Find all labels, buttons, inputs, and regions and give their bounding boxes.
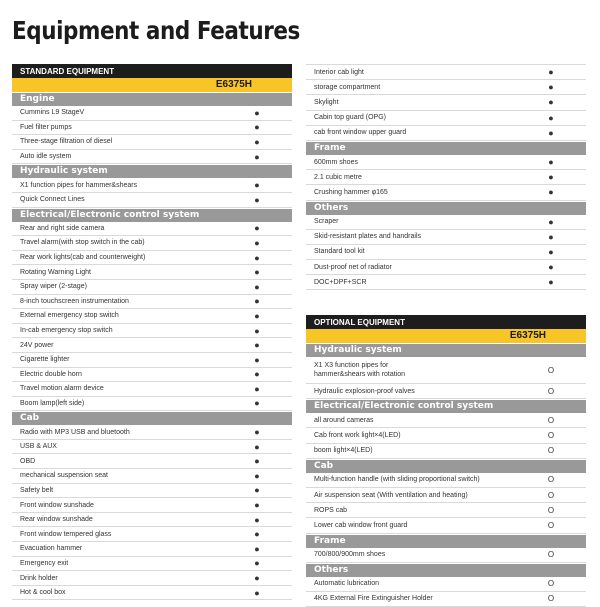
equipment-label: Boom lamp(left side) (20, 399, 85, 407)
equipment-row (306, 488, 586, 503)
equipment-row (12, 557, 292, 572)
equipment-row (12, 498, 292, 513)
equipment-label: Cab front work light×4(LED) (314, 431, 401, 439)
equipment-row (12, 309, 292, 324)
standard-mark: ● (254, 456, 260, 467)
equipment-label: 2.1 cubic metre (314, 173, 362, 181)
standard-mark: ● (548, 231, 554, 242)
equipment-row (306, 170, 586, 185)
equipment-label: Three-stage filtration of diesel (20, 138, 113, 146)
equipment-label: 8-inch touchscreen instrumentation (20, 297, 129, 305)
optional-mark: O (547, 386, 555, 396)
equipment-label: Air suspension seat (With ventilation and heating) (314, 491, 468, 499)
equipment-row (306, 64, 586, 80)
equipment-label: Hydraulic explosion-proof valves (314, 387, 415, 395)
standard-mark: ● (548, 172, 554, 183)
equipment-row (306, 230, 586, 245)
standard-mark: ● (254, 151, 260, 162)
equipment-label: Skid-resistant plates and handrails (314, 233, 422, 241)
standard-mark: ● (254, 281, 260, 292)
equipment-label: Travel motion alarm device (20, 385, 104, 393)
standard-mark: ● (254, 383, 260, 394)
equipment-label: Cabin top guard (OPG) (314, 114, 386, 122)
standard-mark: ● (254, 369, 260, 380)
standard-mark: ● (548, 67, 554, 78)
equipment-label: Drink holder (20, 574, 58, 582)
standard-mark: ● (254, 136, 260, 147)
equipment-label: Spray wiper (2-stage) (20, 283, 87, 291)
equipment-label-line: hammer&shears with rotation (314, 371, 406, 378)
optional-mark: O (547, 365, 555, 375)
equipment-label: mechanical suspension seat (20, 472, 108, 480)
standard-mark: ● (548, 97, 554, 108)
equipment-row (12, 295, 292, 310)
equipment-row (12, 193, 292, 208)
equipment-label: USB & AUX (20, 443, 57, 451)
equipment-label (306, 361, 516, 379)
optional-equipment-table (306, 315, 586, 607)
section-header-engine: Engine (12, 93, 292, 106)
equipment-label: Electric double horn (20, 370, 82, 378)
standard-mark: ● (254, 543, 260, 554)
equipment-label: Front window sunshade (20, 501, 94, 509)
optional-mark: O (547, 505, 555, 515)
section-header-frame: Frame (306, 142, 586, 155)
equipment-label: storage compartment (314, 83, 381, 91)
equipment-row (306, 384, 586, 399)
optional-model-header: E6375H (306, 329, 586, 343)
equipment-label: Fuel filter pumps (20, 123, 72, 131)
standard-mark: ● (254, 107, 260, 118)
equipment-row (12, 469, 292, 484)
equipment-label: Skylight (314, 98, 339, 106)
equipment-row (12, 236, 292, 251)
page-title: Equipment and Features (12, 16, 300, 45)
standard-mark: ● (254, 180, 260, 191)
equipment-label: Lower cab window front guard (314, 521, 408, 529)
standard-mark: ● (254, 573, 260, 584)
equipment-row (12, 178, 292, 193)
equipment-row (306, 548, 586, 563)
equipment-label: Evacuation hammer (20, 545, 83, 553)
standard-mark: ● (548, 277, 554, 288)
equipment-label: Dust-proof net of radiator (314, 263, 392, 271)
equipment-label: boom light×4(LED) (314, 447, 373, 455)
equipment-row (12, 513, 292, 528)
equipment-row (306, 95, 586, 110)
equipment-label: all around cameras (314, 416, 374, 424)
standard-mark: ● (254, 441, 260, 452)
equipment-label: Interior cab light (314, 68, 364, 76)
section-header-hydraulic-system: Hydraulic system (306, 344, 586, 357)
standard-mark: ● (254, 122, 260, 133)
equipment-row (12, 571, 292, 586)
equipment-label: Emergency exit (20, 559, 69, 567)
equipment-row (12, 542, 292, 557)
equipment-label: Cigarette lighter (20, 356, 70, 364)
equipment-row (306, 428, 586, 443)
standard-mark: ● (548, 82, 554, 93)
standard-mark: ● (254, 514, 260, 525)
standard-equipment-continued (306, 64, 586, 290)
equipment-label: DOC+DPF+SCR (314, 278, 367, 286)
section-header-electrical-electronic-control-system: Electrical/Electronic control system (12, 209, 292, 222)
standard-mark: ● (254, 194, 260, 205)
equipment-row (12, 121, 292, 136)
equipment-label: 4KG External Fire Extinguisher Holder (314, 595, 433, 603)
equipment-row (12, 440, 292, 455)
optional-mark: O (547, 415, 555, 425)
equipment-label: External emergency stop switch (20, 312, 119, 320)
equipment-row (306, 518, 586, 533)
equipment-row (306, 592, 586, 607)
equipment-label: ROPS cab (314, 506, 348, 514)
standard-mark: ● (254, 252, 260, 263)
standard-mark: ● (548, 246, 554, 257)
optional-mark: O (547, 550, 555, 560)
standard-mark: ● (548, 157, 554, 168)
equipment-row (306, 245, 586, 260)
equipment-label: Radio with MP3 USB and bluetooth (20, 428, 130, 436)
equipment-row (12, 280, 292, 295)
equipment-label: Hot & cool box (20, 589, 66, 597)
standard-mark: ● (254, 485, 260, 496)
equipment-label: 24V power (20, 341, 54, 349)
equipment-row (306, 473, 586, 488)
standard-mark: ● (254, 529, 260, 540)
standard-mark: ● (254, 354, 260, 365)
equipment-row (306, 80, 586, 95)
equipment-row (12, 251, 292, 266)
equipment-row (12, 324, 292, 339)
equipment-row (12, 353, 292, 368)
equipment-row (12, 222, 292, 237)
standard-mark: ● (548, 112, 554, 123)
equipment-row (306, 577, 586, 592)
equipment-label: Travel alarm(with stop switch in the cab) (20, 239, 145, 247)
equipment-label: cab front window upper guard (314, 129, 407, 137)
standard-mark: ● (548, 216, 554, 227)
standard-mark: ● (254, 310, 260, 321)
equipment-label: Scraper (314, 218, 339, 226)
optional-mark: O (547, 475, 555, 485)
equipment-label: Standard tool kit (314, 248, 365, 256)
equipment-row (306, 444, 586, 459)
section-header-electrical-electronic-control-system: Electrical/Electronic control system (306, 400, 586, 413)
equipment-label: Rear window sunshade (20, 516, 93, 524)
optional-mark: O (547, 579, 555, 589)
standard-mark: ● (254, 237, 260, 248)
equipment-label: Safety belt (20, 486, 54, 494)
section-header-others: Others (306, 202, 586, 215)
equipment-row (12, 586, 292, 601)
optional-mark: O (547, 446, 555, 456)
standard-mark: ● (548, 127, 554, 138)
equipment-label: Crushing hammer φ165 (314, 188, 388, 196)
section-header-cab: Cab (12, 412, 292, 425)
equipment-row (306, 357, 586, 384)
equipment-row (12, 135, 292, 150)
standard-mark: ● (254, 587, 260, 598)
standard-mark: ● (254, 325, 260, 336)
equipment-label: OBD (20, 457, 36, 465)
equipment-row (12, 454, 292, 469)
equipment-row (306, 111, 586, 126)
standard-mark: ● (254, 223, 260, 234)
equipment-label: Quick Connect Lines (20, 196, 85, 204)
equipment-row (306, 275, 586, 290)
equipment-label: Rear work lights(cab and counterweight) (20, 254, 146, 262)
standard-mark: ● (254, 558, 260, 569)
section-header-hydraulic-system: Hydraulic system (12, 165, 292, 178)
equipment-row (306, 413, 586, 428)
equipment-label: Rotating Warning Light (20, 268, 91, 276)
equipment-row (306, 260, 586, 275)
equipment-label: Rear and right side camera (20, 224, 105, 232)
standard-equipment-table (12, 64, 292, 600)
equipment-row (12, 425, 292, 440)
standard-mark: ● (254, 398, 260, 409)
standard-mark: ● (254, 500, 260, 511)
standard-mark: ● (548, 262, 554, 273)
equipment-row (12, 150, 292, 165)
standard-mark: ● (548, 187, 554, 198)
optional-mark: O (547, 520, 555, 530)
section-header-frame: Frame (306, 535, 586, 548)
equipment-row (12, 368, 292, 383)
equipment-label: Cummins L9 StageV (20, 109, 85, 117)
equipment-row (306, 503, 586, 518)
standard-mark: ● (254, 267, 260, 278)
equipment-label: In-cab emergency stop switch (20, 327, 113, 335)
standard-mark: ● (254, 470, 260, 481)
equipment-label: 700/800/900mm shoes (314, 551, 386, 559)
section-header-others: Others (306, 564, 586, 577)
equipment-label: X1 function pipes for hammer&shears (20, 181, 138, 189)
optional-equipment-header: OPTIONAL EQUIPMENT (306, 315, 586, 329)
equipment-label: Auto idle system (20, 153, 72, 161)
equipment-row (306, 185, 586, 200)
optional-mark: O (547, 430, 555, 440)
equipment-row (12, 106, 292, 121)
equipment-label: Front window tempered glass (20, 530, 112, 538)
standard-mark: ● (254, 296, 260, 307)
equipment-row (12, 338, 292, 353)
standard-mark: ● (254, 427, 260, 438)
equipment-row (12, 265, 292, 280)
standard-equipment-header: STANDARD EQUIPMENT (12, 64, 292, 78)
standard-mark: ● (254, 340, 260, 351)
equipment-row (12, 397, 292, 412)
equipment-row (12, 527, 292, 542)
equipment-label: Automatic lubrication (314, 580, 379, 588)
section-header-cab: Cab (306, 460, 586, 473)
optional-mark: O (547, 594, 555, 604)
optional-mark: O (547, 490, 555, 500)
equipment-label: 600mm shoes (314, 158, 358, 166)
standard-model-header: E6375H (12, 78, 292, 92)
equipment-label-line: X1 X3 function pipes for (314, 362, 389, 369)
equipment-row (306, 215, 586, 230)
equipment-row (306, 155, 586, 170)
equipment-row (12, 382, 292, 397)
equipment-row (12, 484, 292, 499)
equipment-label: Multi-function handle (with sliding proportional switch) (314, 476, 480, 484)
equipment-row (306, 126, 586, 141)
